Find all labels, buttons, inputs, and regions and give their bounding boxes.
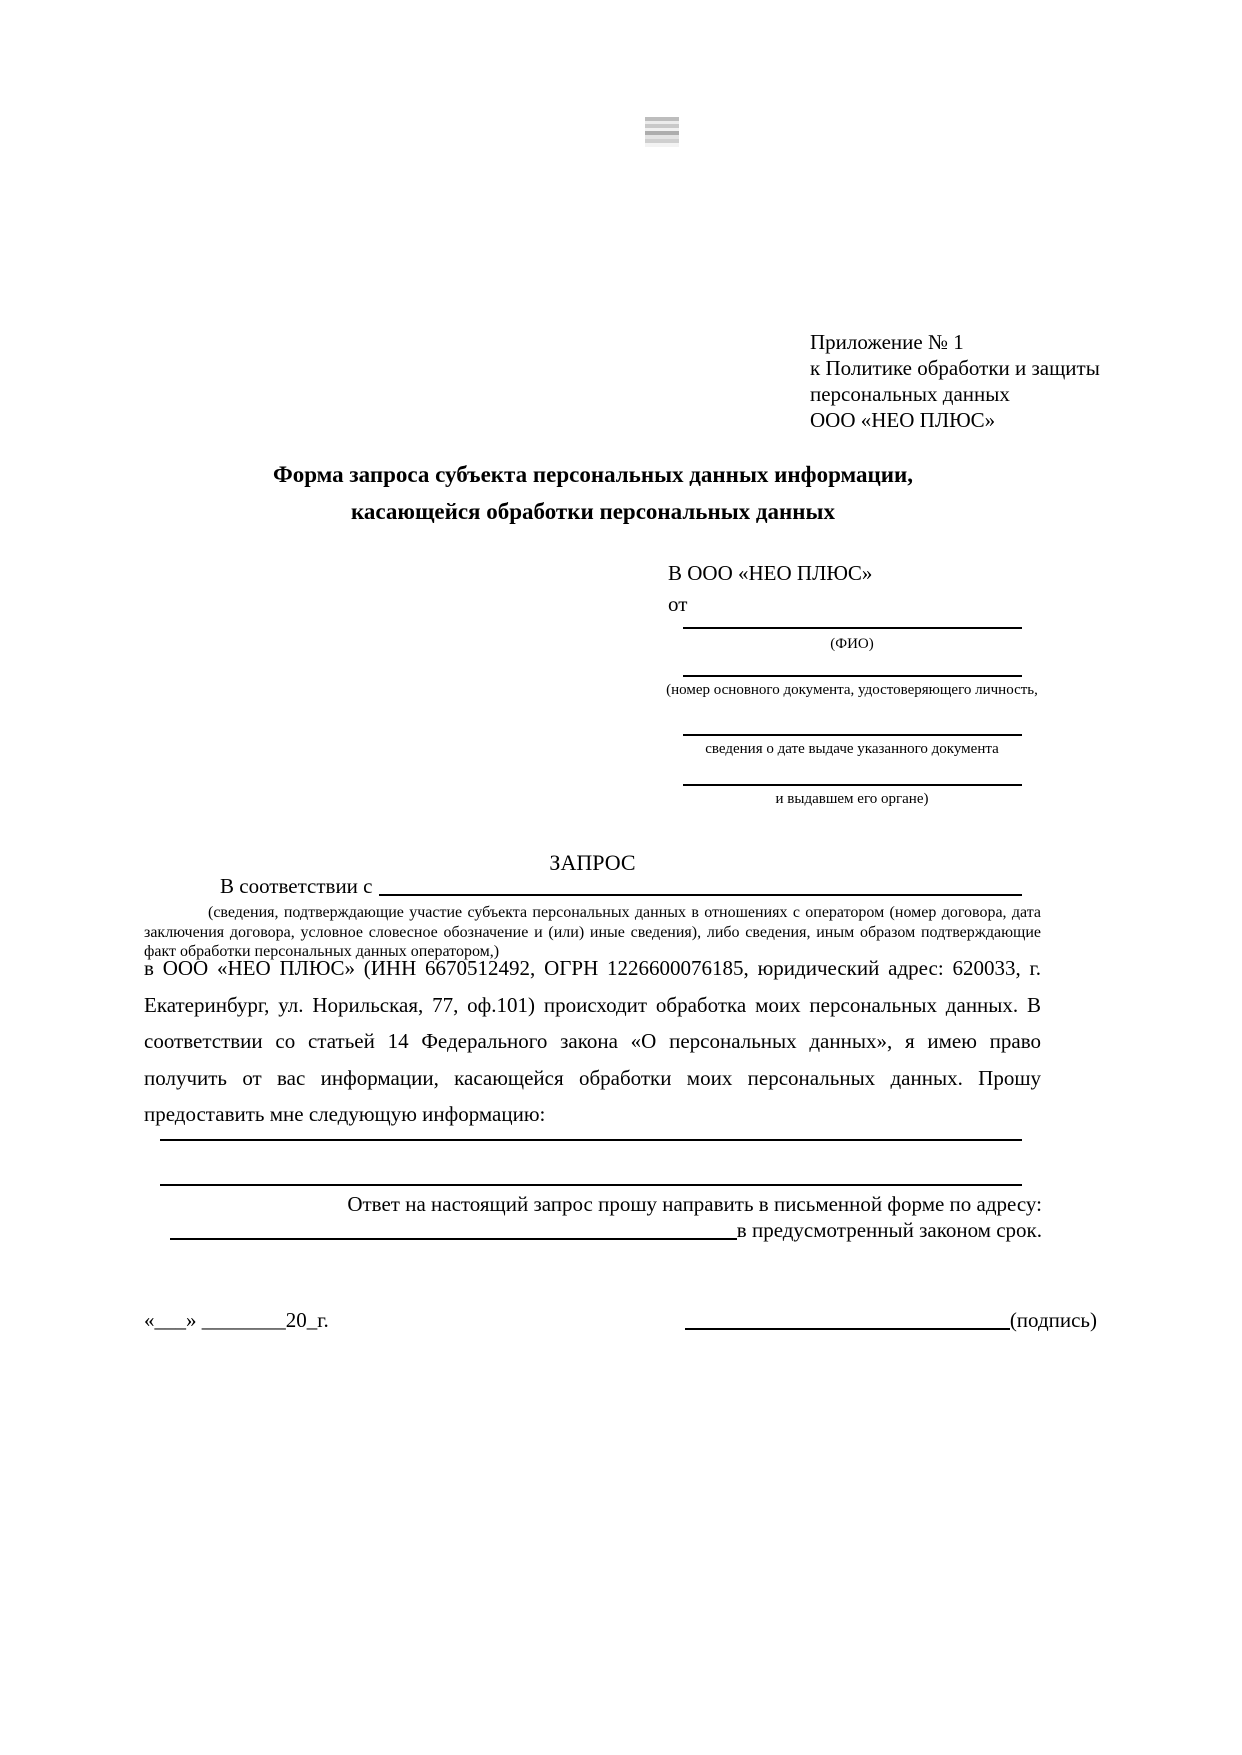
broken-image-artifact-icon bbox=[645, 117, 679, 147]
signature-row bbox=[685, 1308, 1097, 1333]
document-number-blank-line bbox=[683, 675, 1022, 677]
fio-caption: (ФИО) bbox=[830, 636, 874, 652]
appendix-line: ООО «НЕО ПЛЮС» bbox=[810, 408, 996, 432]
page-title-line2: касающейся обработки персональных данных bbox=[350, 499, 836, 524]
issuing-authority-blank-line bbox=[683, 784, 1022, 786]
appendix-line: Приложение № 1 bbox=[810, 330, 964, 354]
appendix-line: к Политике обработки и защиты bbox=[810, 356, 1100, 380]
recipient-from-label: от bbox=[668, 592, 688, 616]
reply-deadline-text: в предусмотренный законом срок. bbox=[736, 1218, 1042, 1242]
in-accordance-with-label: В соответствии с bbox=[220, 874, 373, 898]
footnote-text: (сведения, подтверждающие участие субъекта персональных данных в отношениях с оператором (номер договора, дата заключения договора, условное словесное обозначение и (или) иные сведения), либо сведения, иным образом подтверждающие факт обработки персональных данных оператором,) bbox=[144, 904, 1041, 960]
appendix-block bbox=[810, 329, 1100, 433]
issuing-authority-caption: и выдавшем его органе) bbox=[775, 791, 929, 807]
signature-blank-line bbox=[685, 1328, 1010, 1330]
page-title-line1: Форма запроса субъекта персональных данных информации, bbox=[272, 462, 914, 487]
signature-caption: (подпись) bbox=[1009, 1308, 1097, 1332]
issue-date-caption: сведения о дате выдаче указанного документа bbox=[705, 741, 999, 757]
recipient-organization: В ООО «НЕО ПЛЮС» bbox=[668, 561, 873, 585]
reply-address-sentence: Ответ на настоящий запрос прошу направить в письменной форме по адресу: bbox=[347, 1192, 1042, 1216]
issue-date-blank-line bbox=[683, 734, 1022, 736]
reply-address-blank-line bbox=[170, 1238, 737, 1240]
information-blank-line-2 bbox=[160, 1184, 1022, 1186]
request-body-paragraph: в ООО «НЕО ПЛЮС» (ИНН 6670512492, ОГРН 1226600076185, юридический адрес: 620033, г. Екатеринбург, ул. Норильская, 77, оф.101) происходит обработка моих персональных данных. В соответствии со статьей 14 Федерального закона «О персональных данных», я имею право получить от вас информации, касающейся обработки моих персональных данных. Прошу предоставить мне следующую информацию: bbox=[144, 956, 1041, 1126]
fio-blank-line bbox=[683, 627, 1022, 629]
request-heading: ЗАПРОС bbox=[549, 850, 636, 875]
appendix-line: персональных данных bbox=[810, 382, 1010, 406]
in-accordance-with-blank-line bbox=[379, 894, 1023, 896]
date-blank-field: «___» ________20_г. bbox=[144, 1308, 329, 1332]
in-accordance-with-row bbox=[220, 874, 1022, 899]
information-blank-line-1 bbox=[160, 1139, 1022, 1141]
page-title bbox=[144, 456, 1042, 530]
reply-address-row bbox=[170, 1218, 1042, 1243]
document-number-caption: (номер основного документа, удостоверяющего личность, bbox=[666, 682, 1038, 698]
